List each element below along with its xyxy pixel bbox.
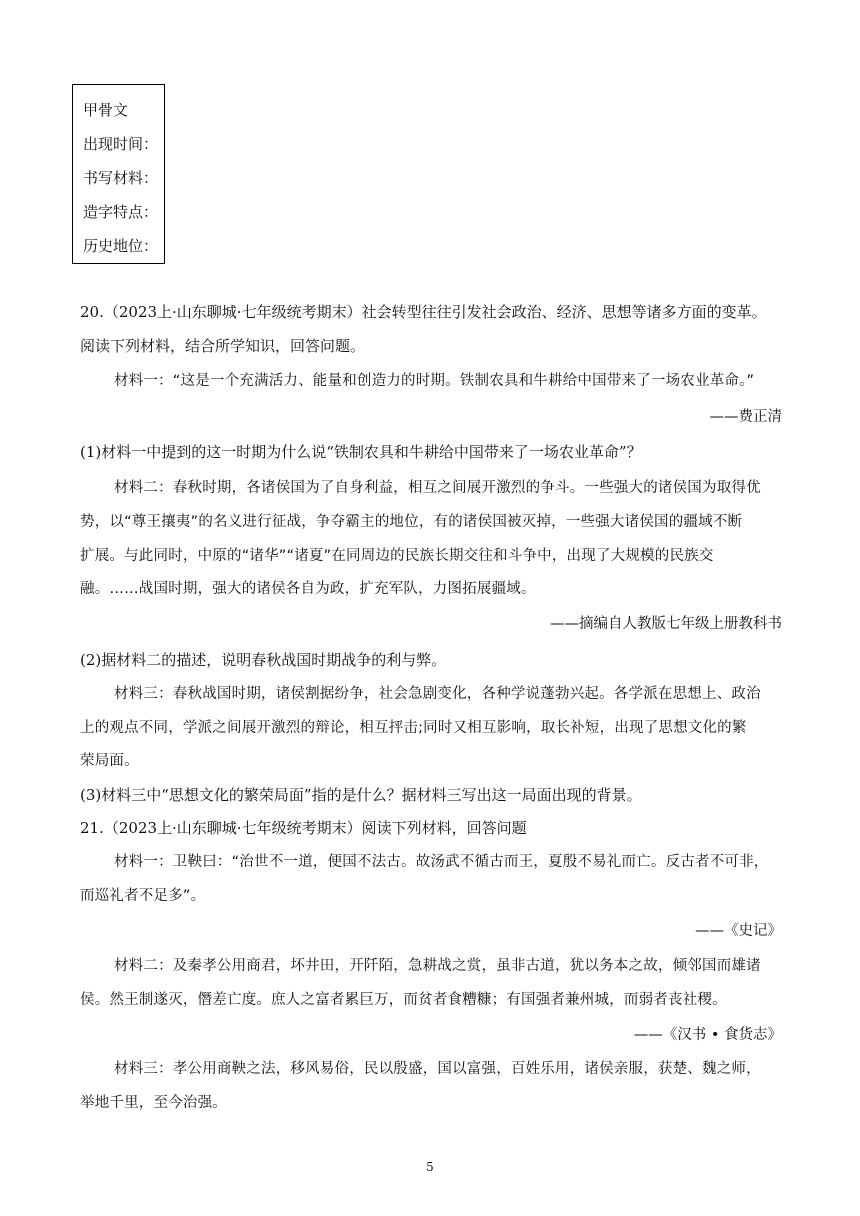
oracle-bone-box xyxy=(72,84,165,264)
oracle-box-title: 甲骨文 xyxy=(83,101,129,119)
q20-material2-line2: 势，以“尊王攘夷”的名义进行征战，争夺霸主的地位，有的诸侯国被灭掉，一些强大诸侯国的疆域不断 xyxy=(80,514,743,530)
q20-material3-line3: 荣局面。 xyxy=(80,753,139,769)
q21-material3-line1: 材料三：孝公用商鞅之法，移风易俗，民以殷盛，国以富强，百姓乐用，诸侯亲服，获楚、魏之师， xyxy=(114,1061,761,1077)
q20-stem-line2: 阅读下列材料，结合所学知识，回答问题。 xyxy=(80,337,366,355)
q21-stem: 21.（2023上·山东聊城·七年级统考期末）阅读下列材料，回答问题 xyxy=(80,819,527,837)
q21-material1-line2: 而巡礼者不足多”。 xyxy=(80,888,206,904)
q21-material2-line1: 材料二：及秦孝公用商君，坏井田，开阡陌，急耕战之赏，虽非古道，犹以务本之故，倾邻国而雄诸 xyxy=(114,958,761,974)
q20-material2-line1: 材料二：春秋时期，各诸侯国为了自身利益，相互之间展开激烈的争斗。一些强大的诸侯国为取得优 xyxy=(114,480,761,496)
q20-material1: 材料一：“这是一个充满活力、能量和创造力的时期。铁制农具和牛耕给中国带来了一场农业革命。” xyxy=(114,373,755,389)
q21-material2-source: ——《汉书 • 食货志》 xyxy=(633,1027,782,1043)
oracle-field-status: 历史地位： xyxy=(83,237,159,255)
q20-sub2: (2)据材料二的描述，说明春秋战国时期战争的利与弊。 xyxy=(80,651,447,669)
q20-material1-source: ——费正清 xyxy=(709,409,782,425)
q21-material1-source: ——《史记》 xyxy=(695,923,782,939)
q20-material2-line3: 扩展。与此同时，中原的“诸华”“诸夏”在同周边的民族长期交往和斗争中，出现了大规模的民族交 xyxy=(80,548,714,564)
q20-material2-line4: 融。……战国时期，强大的诸侯各自为政，扩充军队，力图拓展疆域。 xyxy=(80,581,536,597)
oracle-field-material: 书写材料： xyxy=(83,169,159,187)
oracle-field-time: 出现时间： xyxy=(83,135,159,153)
q20-sub1: (1)材料一中提到的这一时期为什么说“铁制农具和牛耕给中国带来了一场农业革命”？ xyxy=(80,443,642,461)
q21-material1-line1: 材料一：卫鞅曰：“治世不一道，便国不法古。故汤武不循古而王，夏殷不易礼而亡。反古者不可非， xyxy=(114,854,769,870)
q20-material3-line1: 材料三：春秋战国时期，诸侯割据纷争，社会急剧变化，各种学说蓬勃兴起。各学派在思想上、政治 xyxy=(114,686,761,702)
q21-material3-line2: 举地千里，至今治强。 xyxy=(80,1095,227,1111)
q20-stem-line1: 20.（2023上·山东聊城·七年级统考期末）社会转型往往引发社会政治、经济、思想等诸多方面的变革。 xyxy=(80,303,767,321)
q20-material3-line2: 上的观点不同，学派之间展开激烈的辩论，相互抨击;同时又相互影响，取长补短，出现了思想文化的繁 xyxy=(80,720,747,736)
oracle-field-feature: 造字特点： xyxy=(83,203,159,221)
q20-material2-source: ——摘编自人教版七年级上册教科书 xyxy=(550,616,782,632)
q20-sub3: (3)材料三中“思想文化的繁荣局面”指的是什么？据材料三写出这一局面出现的背景。 xyxy=(80,786,642,804)
q21-material2-line2: 侯。然王制遂灭，僭差亡度。庶人之富者累巨万，而贫者食糟糠；有国强者兼州城，而弱者丧社稷。 xyxy=(80,992,727,1008)
page-number: 5 xyxy=(426,1160,434,1174)
